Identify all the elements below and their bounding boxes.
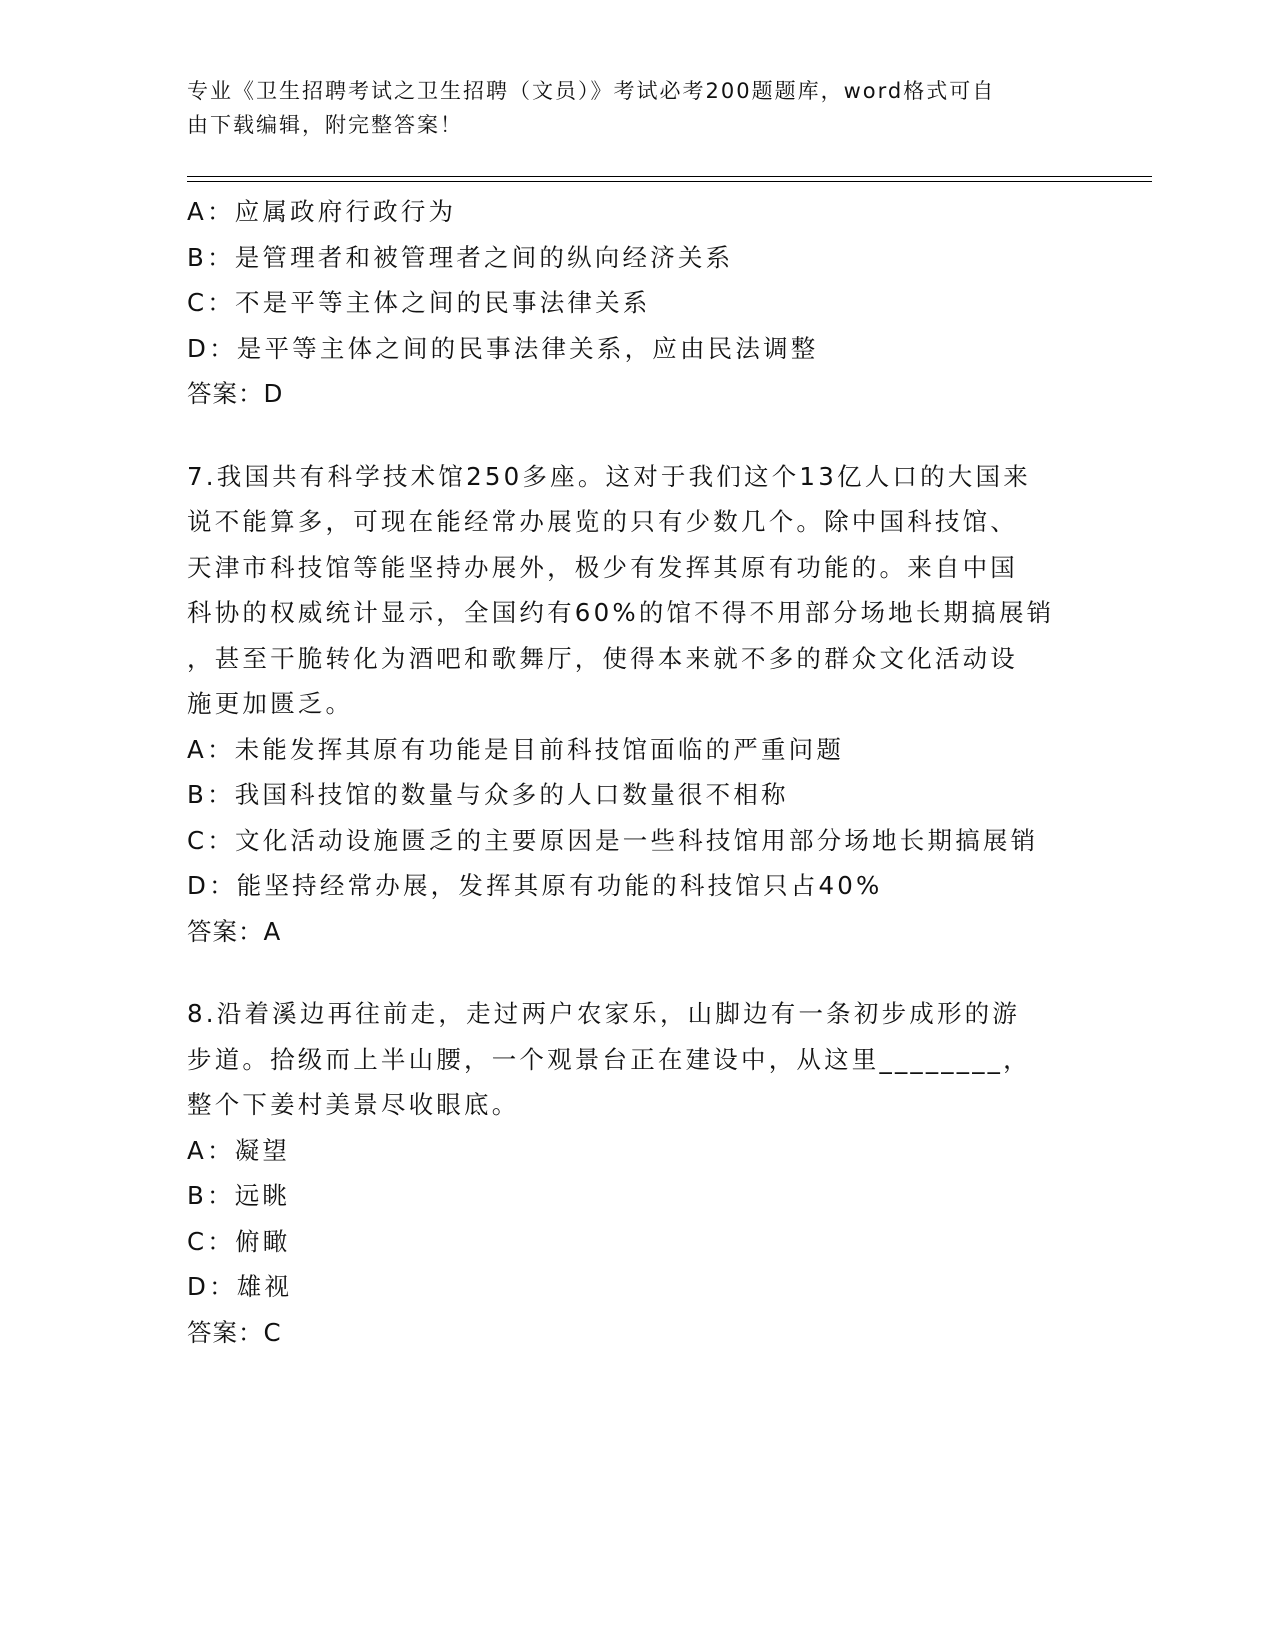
- answer-line: 答案：A: [187, 916, 282, 946]
- answer-line: 答案：C: [187, 1317, 282, 1347]
- option-d: D：能坚持经常办展，发挥其原有功能的科技馆只占40%: [187, 871, 883, 900]
- spacer: [187, 954, 1087, 991]
- header-line-1: 专业《卫生招聘考试之卫生招聘（文员）》考试必考200题题库，word格式可自: [187, 79, 996, 103]
- question-stem: [187, 991, 1087, 1128]
- stem-line: 天津市科技馆等能坚持办展外，极少有发挥其原有功能的。来自中国: [187, 552, 1018, 582]
- option-a: A：凝望: [187, 1135, 291, 1165]
- option-d: D：雄视: [187, 1272, 293, 1301]
- document-header: [187, 74, 1087, 142]
- question-content: [187, 189, 1087, 1355]
- question-7: [187, 454, 1087, 955]
- option-a: A：应属政府行政行为: [187, 197, 457, 226]
- question-8: [187, 991, 1087, 1355]
- option-b: B：远眺: [187, 1181, 291, 1210]
- header-divider-top: [187, 176, 1152, 177]
- stem-line: 整个下姜村美景尽收眼底。: [187, 1090, 520, 1119]
- stem-line: 步道。拾级而上半山腰，一个观景台正在建设中，从这里________，: [187, 1044, 1031, 1074]
- option-b: B：我国科技馆的数量与众多的人口数量很不相称: [187, 780, 789, 809]
- question-6: [187, 189, 1087, 417]
- stem-line: 施更加匮乏。: [187, 689, 354, 718]
- stem-line: 7.我国共有科学技术馆250多座。这对于我们这个13亿人口的大国来: [187, 461, 1031, 491]
- question-stem: [187, 454, 1087, 727]
- option-d: D：是平等主体之间的民事法律关系，应由民法调整: [187, 333, 819, 363]
- spacer: [187, 417, 1087, 454]
- option-c: C：不是平等主体之间的民事法律关系: [187, 288, 651, 317]
- answer-line: 答案：D: [187, 379, 284, 408]
- stem-line: 8.沿着溪边再往前走，走过两户农家乐，山脚边有一条初步成形的游: [187, 999, 1021, 1028]
- header-divider-bottom: [187, 181, 1152, 182]
- header-line-2: 由下载编辑，附完整答案！: [187, 113, 463, 137]
- stem-line: ，甚至干脆转化为酒吧和歌舞厅，使得本来就不多的群众文化活动设: [187, 643, 1018, 673]
- option-b: B：是管理者和被管理者之间的纵向经济关系: [187, 242, 734, 272]
- option-c: C：文化活动设施匮乏的主要原因是一些科技馆用部分场地长期搞展销: [187, 825, 1039, 855]
- option-c: C：俯瞰: [187, 1226, 291, 1256]
- stem-line: 科协的权威统计显示，全国约有60%的馆不得不用部分场地长期搞展销: [187, 598, 1055, 627]
- option-a: A：未能发挥其原有功能是目前科技馆面临的严重问题: [187, 734, 845, 764]
- stem-line: 说不能算多，可现在能经常办展览的只有少数几个。除中国科技馆、: [187, 507, 1018, 536]
